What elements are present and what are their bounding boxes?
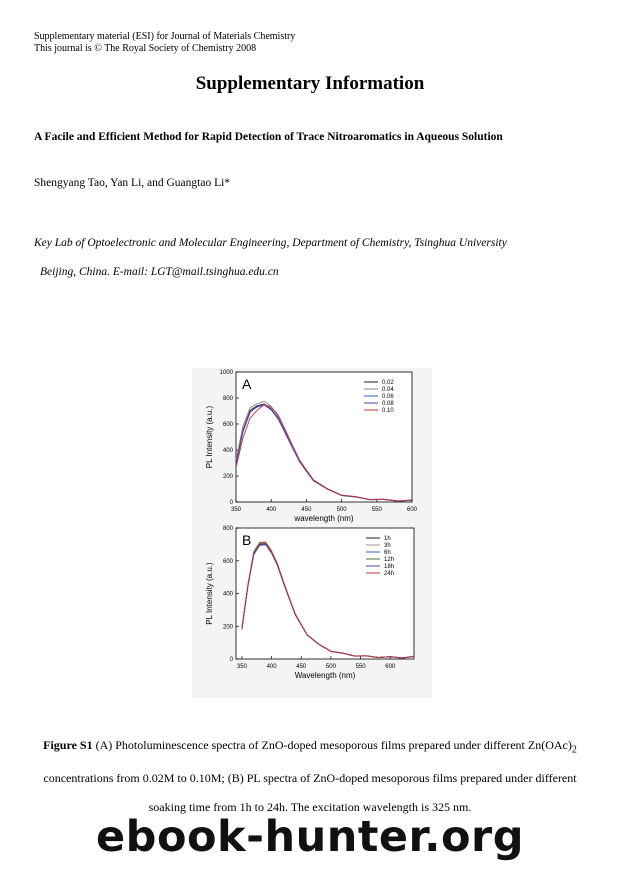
panel-a-x-tick-label: 400 [266,507,277,513]
affiliation-line1: Key Lab of Optoelectronic and Molecular Engineering, Department of Chemistry, Tsinghua University [34,237,507,249]
panel-a-panel-label: A [242,376,252,392]
panel-b-legend-label: 3h [384,543,391,549]
panel-b-y-tick-label: 600 [222,558,233,565]
panel-a-y-axis-label: PL Intensity (a.u.) [205,405,214,469]
panel-b-x-tick-label: 350 [236,664,247,670]
panel-a-legend-label: 0.08 [382,401,394,407]
panel-b-legend-label: 1h [384,536,391,542]
panel-a-x-tick-label: 350 [230,507,242,513]
affiliation-line2: Beijing, China. E-mail: LGT@mail.tsinghua.edu.cn [40,266,279,278]
watermark: ebook-hunter.org [96,812,524,862]
authors: Shengyang Tao, Yan Li, and Guangtao Li* [34,177,231,189]
panel-b-x-tick-label: 600 [385,664,396,670]
panel-a-x-tick-label: 500 [336,507,347,513]
panel-a-legend-label: 0.06 [382,394,394,400]
caption-subscript: 2 [571,744,577,756]
panel-a-y-tick-label: 0 [229,500,233,506]
panel-a-x-tick-label: 450 [301,507,312,513]
panel-b-y-tick-label: 400 [222,591,233,598]
panel-b-x-tick-label: 450 [296,664,307,670]
panel-b-x-tick-label: 400 [266,664,277,670]
panel-a-y-tick-label: 800 [222,396,233,402]
panel-b-y-tick-label: 0 [229,657,233,663]
caption-label: Figure S1 [43,738,93,752]
panel-a-y-tick-label: 600 [222,422,233,428]
figure-svg [0,360,620,700]
journal-header-line2: This journal is © The Royal Society of Chemistry 2008 [34,43,257,54]
panel-a-x-tick-label: 600 [406,507,418,513]
journal-header-line1: Supplementary material (ESI) for Journal of Materials Chemistry [34,31,296,42]
paper-subtitle: A Facile and Efficient Method for Rapid Detection of Trace Nitroaromatics in Aqueous Solution [34,131,503,143]
journal-header [34,31,295,55]
figure-caption [24,731,596,822]
panel-b-y-tick-label: 800 [222,526,233,532]
panel-a-y-tick-label: 400 [222,448,233,454]
caption-text-a: (A) Photoluminescence spectra of ZnO-doped mesoporous films prepared under different Zn(OAc) [92,738,572,752]
panel-b-y-tick-label: 200 [222,624,233,631]
panel-a-y-tick-label: 1000 [219,370,233,376]
caption-text-b: concentrations from 0.02M to 0.10M; (B) PL spectra of ZnO-doped mesoporous films prepared under different soaking time from 1h to 24h. The excitation wavelength is 325 nm. [43,771,577,815]
figure-s1 [0,360,620,700]
panel-a-x-tick-label: 550 [371,507,382,513]
panel-b-legend-label: 6h [384,550,391,556]
panel-b-panel-label: B [242,532,252,548]
panel-b-legend-label: 24h [384,571,395,577]
panel-a-legend-label: 0.10 [382,408,394,414]
panel-a-y-tick-label: 200 [222,474,233,480]
panel-b-legend-label: 12h [384,557,395,563]
panel-b-y-axis-label: PL Intensity (a.u.) [205,562,214,625]
panel-b-x-tick-label: 500 [325,664,336,670]
panel-b-x-axis-label: Wavelength (nm) [294,671,356,680]
page-title: Supplementary Information [195,73,425,94]
panel-b-legend-label: 18h [384,564,395,570]
affiliation [34,229,594,287]
panel-a-legend-label: 0.04 [382,387,394,393]
panel-b-x-tick-label: 550 [355,664,366,670]
panel-a-legend-label: 0.02 [382,380,394,386]
panel-a-x-axis-label: wavelength (nm) [294,514,354,523]
